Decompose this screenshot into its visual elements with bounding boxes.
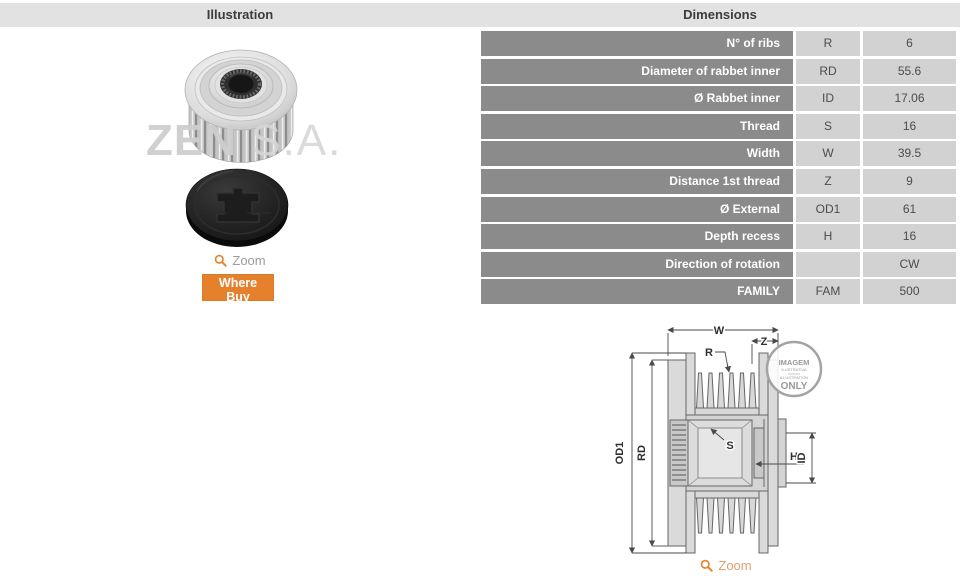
- spline-bore-section: [670, 420, 688, 486]
- dimension-symbol: Z: [796, 169, 860, 194]
- diagram-zoom-link[interactable]: [700, 558, 751, 573]
- dimension-symbol: ID: [796, 86, 860, 111]
- dimension-symbol: RD: [796, 59, 860, 84]
- dimension-value: 55.6: [863, 59, 956, 84]
- dimension-symbol: H: [796, 224, 860, 249]
- table-row: [481, 169, 956, 194]
- illustration-header: Illustration: [206, 7, 274, 22]
- photo-zoom-label: Zoom: [232, 253, 266, 268]
- table-row: [481, 141, 956, 166]
- diagram-zoom-label: Zoom: [718, 558, 752, 573]
- dimension-symbol: FAM: [796, 279, 860, 304]
- dimension-value: 17.06: [863, 86, 956, 111]
- cap-product-photo: [183, 165, 291, 253]
- dimension-value: 6: [863, 31, 956, 56]
- dimension-symbol: S: [796, 114, 860, 139]
- dimension-label: Distance 1st thread: [481, 169, 793, 194]
- top-ribs: [695, 373, 759, 415]
- svg-text:ONLY: ONLY: [780, 381, 808, 392]
- where-buy-button[interactable]: Where Buy: [202, 274, 274, 301]
- dimension-label: Ø Rabbet inner: [481, 86, 793, 111]
- photo-zoom-link[interactable]: [214, 253, 265, 268]
- technical-drawing: [608, 320, 844, 556]
- dim-label-z: Z: [760, 336, 768, 348]
- dimensions-table: [481, 31, 956, 304]
- dimension-symbol: [796, 252, 860, 277]
- dimension-label: Width: [481, 141, 793, 166]
- dimension-value: 39.5: [863, 141, 956, 166]
- dimension-value: 9: [863, 169, 956, 194]
- dimension-symbol: OD1: [796, 197, 860, 222]
- dim-label-od1: OD1: [614, 441, 626, 465]
- dimension-label: Depth recess: [481, 224, 793, 249]
- table-row: [481, 252, 956, 277]
- dimension-label: Ø External: [481, 197, 793, 222]
- table-row: [481, 279, 956, 304]
- section-header-bar: [0, 3, 960, 27]
- table-row: [481, 59, 956, 84]
- recess-section: [688, 420, 752, 486]
- dim-label-s: S: [726, 440, 734, 452]
- magnifier-icon: [700, 559, 713, 572]
- dimension-label: Thread: [481, 114, 793, 139]
- dimension-value: CW: [863, 252, 956, 277]
- svg-text:ILLUSTRATION: ILLUSTRATION: [779, 375, 809, 380]
- dim-label-rd: RD: [636, 445, 648, 461]
- dimension-symbol: W: [796, 141, 860, 166]
- table-row: [481, 86, 956, 111]
- table-row: [481, 224, 956, 249]
- pulley-cross-section: [668, 353, 786, 553]
- dimensions-header: Dimensions: [683, 7, 757, 22]
- magnifier-icon: [214, 254, 227, 267]
- cap-embossed-logo: [217, 188, 259, 222]
- dimension-value: 16: [863, 224, 956, 249]
- illustration-only-stamp: [767, 342, 821, 396]
- dim-label-h: H: [790, 451, 798, 463]
- dimension-value: 16: [863, 114, 956, 139]
- dimension-label: Diameter of rabbet inner: [481, 59, 793, 84]
- table-row: [481, 114, 956, 139]
- dim-label-id: ID: [796, 452, 808, 464]
- dim-label-r: R: [705, 347, 713, 359]
- dimension-value: 61: [863, 197, 956, 222]
- table-row: [481, 31, 956, 56]
- dimension-label: N° of ribs: [481, 31, 793, 56]
- bottom-ribs: [695, 491, 759, 533]
- dimension-label: FAMILY: [481, 279, 793, 304]
- svg-text:IMAGEM: IMAGEM: [778, 358, 810, 367]
- dimension-label: Direction of rotation: [481, 252, 793, 277]
- zen-watermark: ZEN S.A.: [146, 116, 343, 165]
- dimension-symbol: R: [796, 31, 860, 56]
- svg-text:ILUSTRATIVA: ILUSTRATIVA: [781, 367, 807, 372]
- dim-label-w: W: [713, 325, 725, 337]
- table-row: [481, 197, 956, 222]
- pulley-product-photo: [177, 36, 305, 169]
- dimension-value: 500: [863, 279, 956, 304]
